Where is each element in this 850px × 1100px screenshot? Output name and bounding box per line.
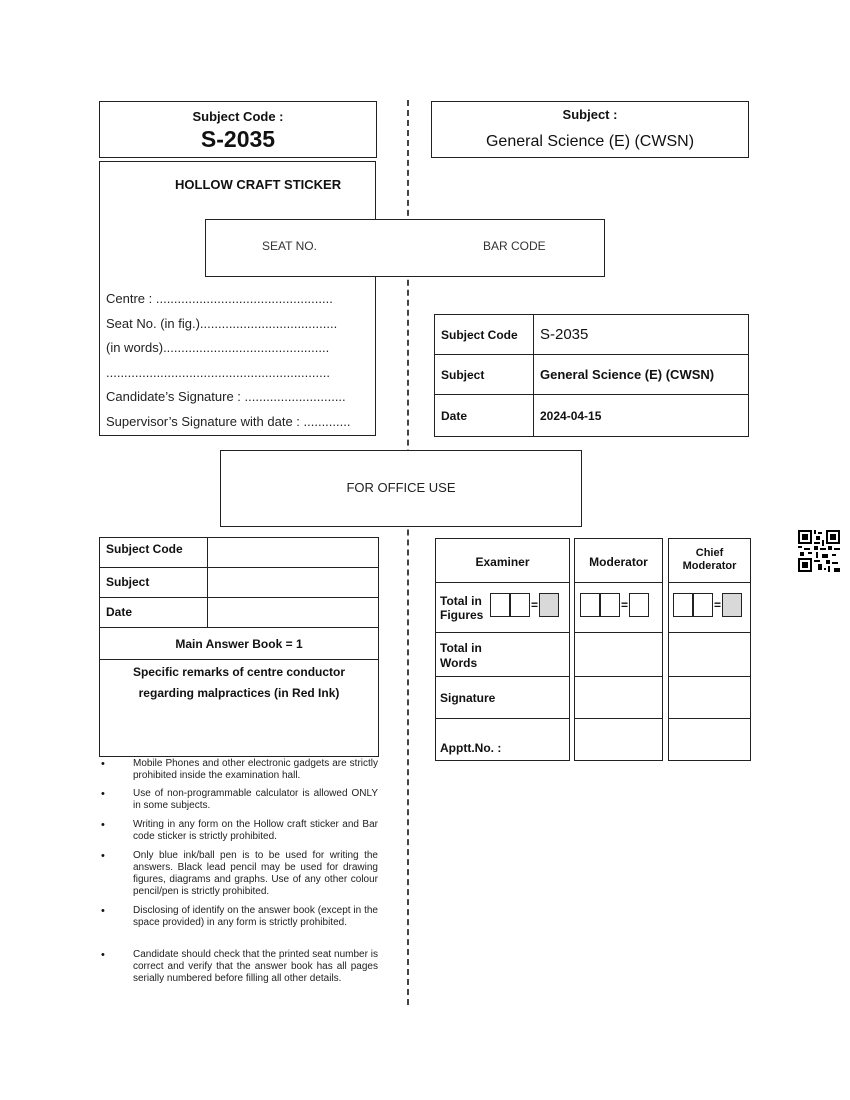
- row-label-total-words: Total in Words: [440, 641, 482, 670]
- moderator-column: [574, 538, 663, 761]
- remarks-line-2: regarding malpractices (in Red Ink): [138, 686, 340, 700]
- examiner-figure-boxes: [490, 593, 559, 617]
- office-use-label: FOR OFFICE USE: [346, 480, 456, 495]
- sticker-field-line[interactable]: Centre : .................................................: [106, 291, 333, 306]
- moderator-header: Moderator: [575, 539, 662, 583]
- office-use-box: [220, 450, 582, 527]
- examiner-total-figures-row: [436, 583, 569, 633]
- chief-moderator-column: [668, 538, 751, 761]
- row-label-total-figures: Total in Figures: [440, 594, 484, 622]
- seat-no-label: SEAT NO.: [262, 239, 317, 253]
- equals-sign: =: [714, 598, 722, 612]
- subject-box: [431, 101, 749, 158]
- examiner-header: Examiner: [436, 539, 569, 583]
- examiner-total-words-row: [436, 633, 569, 677]
- subject-code-label: Subject Code :: [192, 109, 284, 124]
- moderator-total-figures-row: [575, 583, 662, 633]
- left-value-subject[interactable]: [208, 568, 378, 597]
- chief-total-words[interactable]: [669, 633, 750, 677]
- moderator-apptt[interactable]: [575, 719, 662, 760]
- left-label-subject: Subject: [100, 568, 208, 597]
- left-details-table: [99, 537, 379, 757]
- instruction-item: [101, 819, 378, 850]
- sticker-field-line[interactable]: Supervisor’s Signature with date : .............: [106, 413, 351, 429]
- seat-barcode-box: [205, 219, 605, 277]
- left-row-subject-code: [100, 538, 378, 568]
- qr-code-icon: [798, 530, 840, 572]
- examiner-total-box[interactable]: [539, 593, 559, 617]
- moderator-figure-boxes: [580, 593, 649, 617]
- subject-info-table: [434, 314, 749, 436]
- subject-code-box: [99, 101, 377, 158]
- instruction-text: Writing in any form on the Hollow craft sticker and Bar code sticker is strictly prohibited.: [133, 819, 378, 842]
- left-value-subject-code[interactable]: [208, 538, 378, 567]
- instruction-item: [101, 949, 378, 1009]
- chief-apptt[interactable]: [669, 719, 750, 760]
- remarks-line-1: Specific remarks of centre conductor: [132, 665, 346, 679]
- instruction-text: Only blue ink/ball pen is to be used for writing the answers. Black lead pencil may be used for drawing figures, diagrams and graphs. Use of any other colour pencil/pen is strictly prohibited.: [133, 850, 378, 897]
- instruction-item: [101, 758, 378, 788]
- instruction-text: Candidate should check that the printed seat number is correct and verify that the answer book has all pages serially numbered before filling all other details.: [133, 949, 378, 984]
- examiner-apptt-row: [436, 719, 569, 760]
- bullet-icon: •: [101, 758, 105, 770]
- bullet-icon: •: [101, 819, 105, 831]
- sticker-field-line[interactable]: (in words)..............................................: [106, 340, 330, 356]
- chief-digit-1[interactable]: [673, 593, 693, 617]
- examiner-digit-1[interactable]: [490, 593, 510, 617]
- left-label-date: Date: [100, 598, 208, 627]
- main-answer-book: Main Answer Book = 1: [100, 628, 378, 660]
- chief-total-figures-row: [669, 583, 750, 633]
- subject-value: General Science (E) (CWSN): [485, 133, 695, 150]
- left-row-date: [100, 598, 378, 628]
- examiner-column: [435, 538, 570, 761]
- chief-signature[interactable]: [669, 677, 750, 719]
- bullet-icon: •: [101, 788, 105, 800]
- sticker-title: HOLLOW CRAFT STICKER: [175, 177, 342, 192]
- examiner-signature-row: [436, 677, 569, 719]
- info-value-date: 2024-04-15: [534, 395, 749, 437]
- examiner-digit-2[interactable]: [510, 593, 530, 617]
- moderator-total-box[interactable]: [629, 593, 649, 617]
- subject-code-value: S-2035: [200, 126, 276, 152]
- info-value-subject: General Science (E) (CWSN): [534, 355, 749, 395]
- moderator-digit-2[interactable]: [600, 593, 620, 617]
- chief-total-box[interactable]: [722, 593, 742, 617]
- bullet-icon: •: [101, 905, 105, 917]
- row-label-signature: Signature: [440, 691, 496, 705]
- info-label-date: Date: [435, 395, 534, 437]
- instruction-text: Use of non-programmable calculator is allowed ONLY in some subjects.: [133, 788, 378, 811]
- moderator-signature[interactable]: [575, 677, 662, 719]
- hollow-craft-sticker: [99, 161, 376, 436]
- sticker-field-line[interactable]: Seat No. (in fig.)......................................: [106, 315, 338, 331]
- info-label-subject: Subject: [435, 355, 534, 395]
- bar-code-label: BAR CODE: [483, 239, 546, 253]
- instruction-item: [101, 788, 378, 819]
- instructions-list: [101, 758, 378, 1009]
- left-value-date[interactable]: [208, 598, 378, 627]
- chief-digit-2[interactable]: [693, 593, 713, 617]
- equals-sign: =: [621, 598, 629, 612]
- left-label-subject-code: Subject Code: [100, 538, 208, 567]
- info-value-subject-code: S-2035: [534, 315, 749, 355]
- moderator-digit-1[interactable]: [580, 593, 600, 617]
- instruction-item: [101, 905, 378, 949]
- subject-label: Subject :: [562, 107, 618, 122]
- instruction-text: Disclosing of identify on the answer book (except in the space provided) in any form is strictly prohibited.: [133, 905, 378, 928]
- chief-moderator-header: Chief Moderator: [669, 539, 750, 583]
- chief-figure-boxes: [673, 593, 742, 617]
- instruction-text: Mobile Phones and other electronic gadgets are strictly prohibited inside the examination hall.: [133, 758, 378, 781]
- left-row-subject: [100, 568, 378, 598]
- bullet-icon: •: [101, 949, 105, 961]
- sticker-field-line[interactable]: Candidate’s Signature : ............................: [106, 389, 346, 405]
- bullet-icon: •: [101, 850, 105, 862]
- equals-sign: =: [531, 598, 539, 612]
- remarks-box[interactable]: [100, 660, 378, 704]
- sticker-fields: [106, 291, 370, 439]
- info-label-subject-code: Subject Code: [435, 315, 534, 355]
- moderator-total-words[interactable]: [575, 633, 662, 677]
- sticker-field-line[interactable]: ..............................................................: [106, 364, 330, 380]
- row-label-apptt: Apptt.No. :: [440, 741, 502, 755]
- instruction-item: [101, 850, 378, 905]
